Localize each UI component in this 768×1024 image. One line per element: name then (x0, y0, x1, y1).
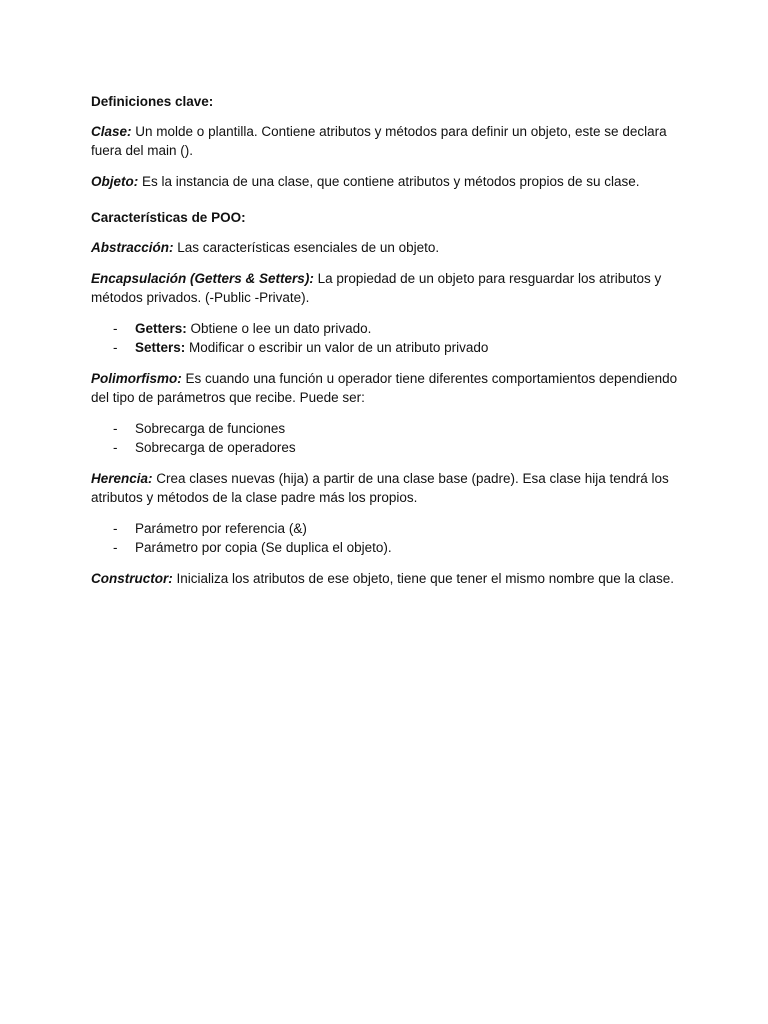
term-abstraccion: Abstracción: (91, 240, 174, 255)
dash-bullet: - (113, 321, 118, 336)
item-text: Parámetro por copia (Se duplica el objeto). (135, 540, 392, 555)
list-item (91, 438, 691, 457)
term-encapsulacion: Encapsulación (Getters & Setters): (91, 271, 314, 286)
dash-bullet: - (113, 440, 118, 455)
text-objeto: Es la instancia de una clase, que contiene atributos y métodos propios de su clase. (138, 174, 640, 189)
document-page (91, 92, 691, 600)
dash-bullet: - (113, 421, 118, 436)
heading-definiciones: Definiciones clave: (91, 94, 214, 109)
text-encapsulacion: La propiedad de un objeto para resguardar los atributos y métodos privados. (-Public -Private). (91, 271, 662, 305)
paragraph-abstraccion (91, 238, 691, 257)
term-polimorfismo: Polimorfismo: (91, 371, 182, 386)
term-constructor: Constructor: (91, 571, 173, 586)
list-item (91, 538, 691, 557)
text-polimorfismo: Es cuando una función u operador tiene diferentes comportamientos dependiendo del tipo de parámetros que recibe. Puede ser: (91, 371, 678, 405)
dash-bullet: - (113, 540, 118, 555)
text-abstraccion: Las características esenciales de un objeto. (173, 240, 440, 255)
item-text-setters: Modificar o escribir un valor de un atributo privado (185, 340, 489, 355)
text-constructor: Inicializa los atributos de ese objeto, tiene que tener el mismo nombre que la clase. (172, 571, 675, 586)
heading-caracteristicas: Características de POO: (91, 210, 246, 225)
list-item (91, 519, 691, 538)
list-encapsulacion (91, 319, 691, 357)
item-text: Sobrecarga de operadores (135, 440, 296, 455)
text-herencia: Crea clases nuevas (hija) a partir de una clase base (padre). Esa clase hija tendrá los atributos y métodos de la clase padre más los propios. (91, 471, 669, 505)
list-herencia (91, 519, 691, 557)
paragraph-polimorfismo (91, 369, 691, 407)
item-text: Sobrecarga de funciones (135, 421, 286, 436)
paragraph-constructor (91, 569, 691, 588)
term-herencia: Herencia: (91, 471, 153, 486)
term-clase: Clase: (91, 124, 132, 139)
item-label-getters: Getters: (135, 321, 187, 336)
list-item (91, 419, 691, 438)
list-item (91, 338, 691, 357)
item-text: Parámetro por referencia (&) (135, 521, 307, 536)
list-item (91, 319, 691, 338)
paragraph-herencia (91, 469, 691, 507)
list-polimorfismo (91, 419, 691, 457)
item-label-setters: Setters: (135, 340, 186, 355)
dash-bullet: - (113, 340, 118, 355)
term-objeto: Objeto: (91, 174, 139, 189)
dash-bullet: - (113, 521, 118, 536)
paragraph-encapsulacion (91, 269, 691, 307)
paragraph-clase (91, 122, 691, 160)
text-clase: Un molde o plantilla. Contiene atributos y métodos para definir un objeto, este se declara fuera del main (). (91, 124, 667, 158)
item-text-getters: Obtiene o lee un dato privado. (186, 321, 372, 336)
paragraph-objeto (91, 172, 691, 191)
